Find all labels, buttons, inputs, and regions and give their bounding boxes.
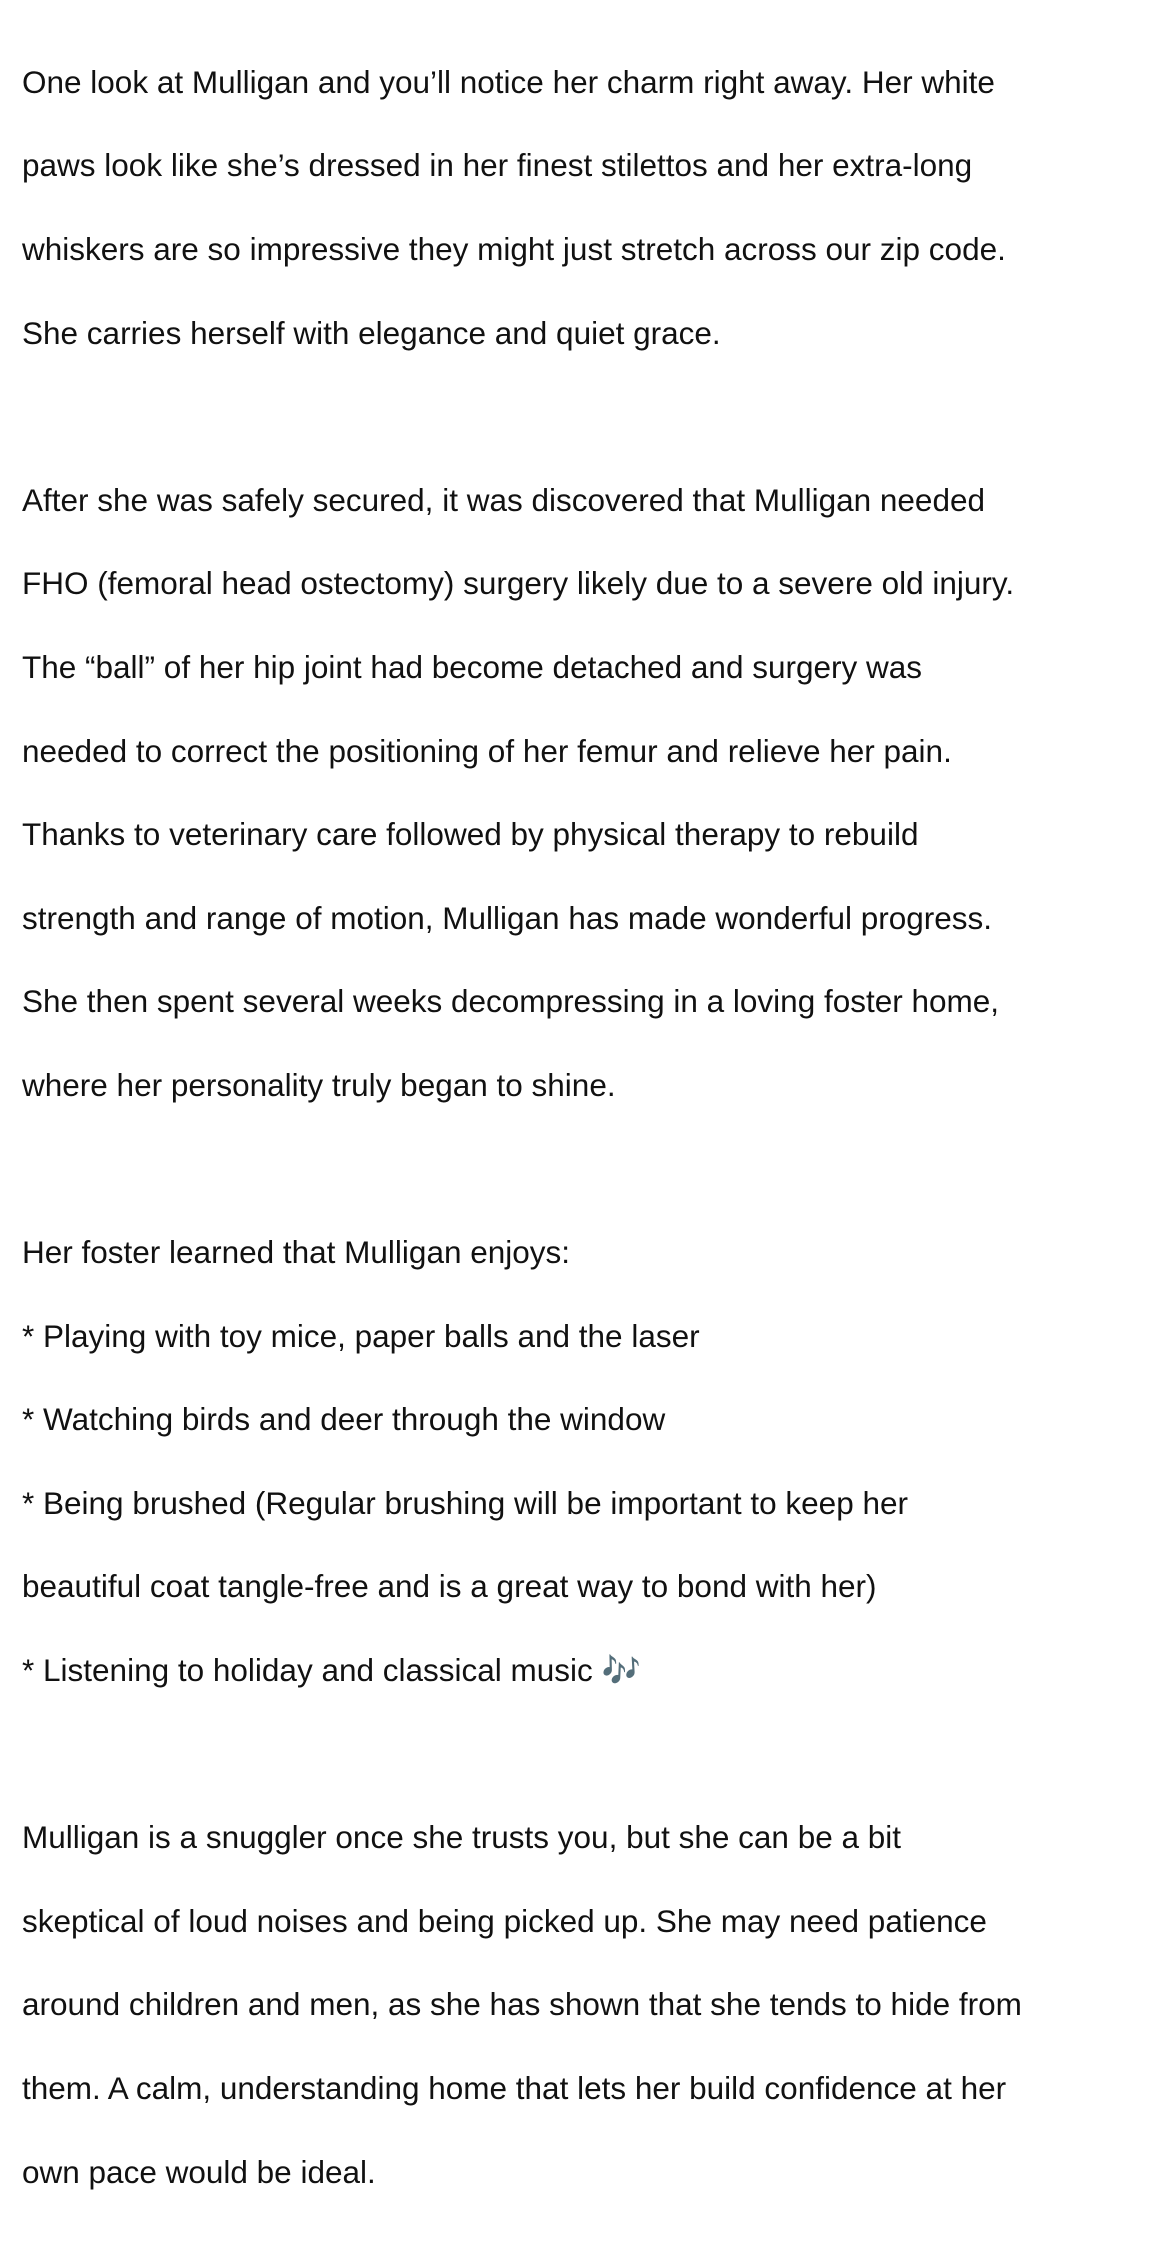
paragraph-medical-history [22,438,1162,1149]
text-line: Thanks to veterinary care followed by physical therapy to rebuild [22,816,919,853]
text-line: own pace would be ideal. [22,2153,376,2190]
text-line: needed to correct the positioning of her femur and relieve her pain. [22,732,952,769]
document-body [22,20,1162,2262]
text-line: She then spent several weeks decompressing in a loving foster home, [22,983,1000,1020]
list-item: * Playing with toy mice, paper balls and the laser [22,1317,700,1354]
text-line: Mulligan is a snuggler once she trusts you, but she can be a bit [22,1819,902,1856]
text-line: them. A calm, understanding home that lets her build confidence at her [22,2070,1007,2107]
list-item: * Listening to holiday and classical music 🎶 [22,1652,641,1689]
text-line: skeptical of loud noises and being picked up. She may need patience [22,1902,987,1939]
text-line: After she was safely secured, it was discovered that Mulligan needed [22,481,986,518]
text-line: The “ball” of her hip joint had become detached and surgery was [22,648,923,685]
text-line: Her foster learned that Mulligan enjoys: [22,1234,571,1271]
text-line: around children and men, as she has shown that she tends to hide from [22,1986,1022,2023]
paragraph-intro [22,20,1162,396]
list-item: * Being brushed (Regular brushing will be important to keep her [22,1484,908,1521]
list-item: * Watching birds and deer through the window [22,1401,666,1438]
text-line: paws look like she’s dressed in her finest stilettos and her extra-long [22,147,973,184]
text-line: One look at Mulligan and you’ll notice her charm right away. Her white [22,63,995,100]
text-line: where her personality truly began to shine. [22,1066,616,1103]
paragraph-personality [22,1775,1162,2235]
text-line: FHO (femoral head ostectomy) surgery likely due to a severe old injury. [22,565,1015,602]
text-line: strength and range of motion, Mulligan has made wonderful progress. [22,899,993,936]
text-line: whiskers are so impressive they might just stretch across our zip code. [22,230,1006,267]
text-line: She carries herself with elegance and quiet grace. [22,314,721,351]
list-item-continuation: beautiful coat tangle-free and is a great way to bond with her) [22,1568,877,1605]
paragraph-enjoys-list [22,1190,1162,1733]
